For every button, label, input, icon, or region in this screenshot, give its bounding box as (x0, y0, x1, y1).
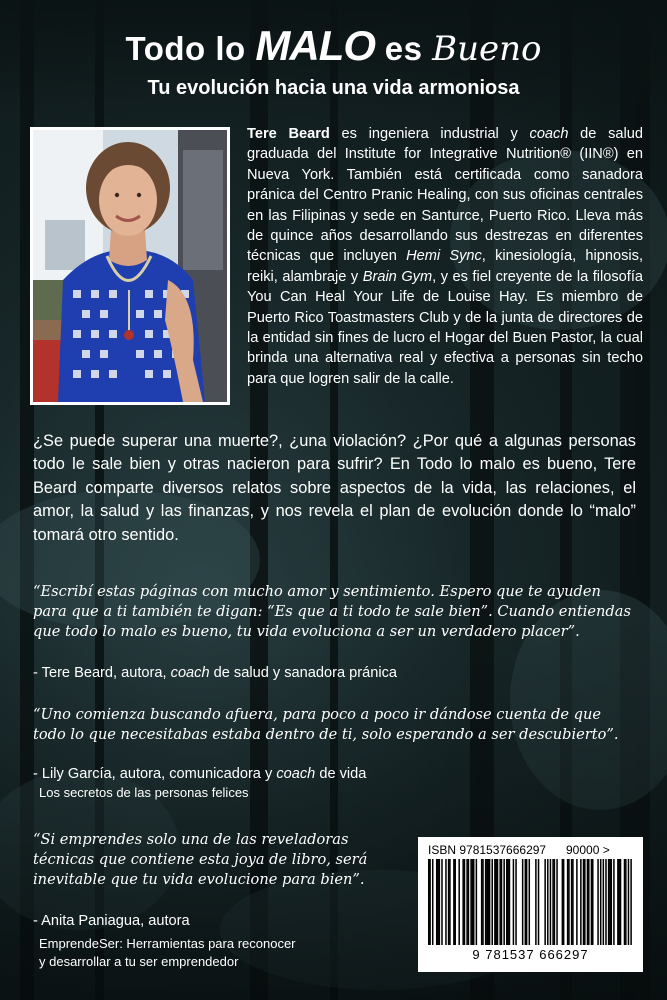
quote-lily-garcia: “Uno comienza buscando afuera, para poco a poco ir dándose cuenta de que todo lo que necesitabas estaba dentro de ti, solo esperando a ser descubierto”. (33, 706, 619, 743)
attribution-text: - Tere Beard, autora, (33, 665, 171, 681)
bio-text-3: , kinesiología, hipnosis, reiki, alambraje y (247, 248, 644, 285)
quote-attribution: - Anita Paniagua, autora (33, 913, 190, 929)
title-part-malo: MALO (255, 22, 376, 69)
bio-text-2: de salud graduada del Institute for Integrative Nutrition® (IIN®) en Nueva York. También está certificada como sanadora pránica del Centro Pranic Healing, con sus oficinas centrales en las Filipinas y sede en Santurce, Puerto Rico. Lleva más de quince años desarrollando sus destrezas en diferentes técnicas que incluyen (247, 126, 643, 265)
isbn-barcode (418, 837, 643, 972)
title-part-es: es (375, 30, 433, 67)
attribution-text-end: de salud y sanadora pránica (209, 665, 398, 681)
bio-hemi-sync: Hemi Sync (406, 248, 482, 265)
quote-attribution (33, 764, 366, 784)
bio-brain-gym: Brain Gym (362, 268, 433, 285)
bio-coach: coach (529, 126, 569, 142)
price-code: 90000 > (566, 843, 610, 857)
author-photo (30, 127, 230, 405)
book-title (0, 22, 667, 70)
attribution-text: - Lily García, autora, comunicadora y (33, 766, 277, 782)
author-bio (247, 124, 643, 389)
book-subtitle: Tu evolución hacia una vida armoniosa (147, 77, 520, 99)
author-name: Tere Beard (247, 126, 330, 142)
attribution-coach: coach (276, 766, 316, 782)
bio-text-4: , y es fiel creyente de la filosofía You Can Heal Your Life de Louise Hay. Es miembro de Puerto Rico Toastmasters Club y de la junta de directores de la entidad sin fines de lucro el Hogar del Buen Pastor, la cual brinda una alternativa real y efectiva a personas sin techo para que logren salir de la calle. (247, 268, 643, 387)
quote-tere-beard: “Escribí estas páginas con mucho amor y sentimiento. Espero que te ayuden para que a ti también te digan: “Es que a ti todo te sale bien”. Cuando entiendas que todo lo malo es bueno, tu vida evoluciona a ser un verdadero placer”. (33, 583, 631, 640)
quote-anita-paniagua: “Si emprendes solo una de las reveladoras técnicas que contiene esta joya de libro, será inevitable que tu vida evolucione para bien”. (33, 831, 368, 888)
quote-attribution (33, 663, 397, 683)
book-description: ¿Se puede superar una muerte?, ¿una violación? ¿Por qué a algunas personas todo le sale bien y otras nacieron para sufrir? En Todo lo malo es bueno, Tere Beard comparte diversos relatos sobre aspectos de la vida, las relaciones, el amor, la salud y las finanzas, y nos revela el plan de evolución donde lo “malo” tomará otro sentido. (33, 432, 636, 544)
quote-book-title: Los secretos de las personas felices (39, 785, 249, 800)
attribution-coach: coach (170, 665, 210, 681)
quote-book-title-line-2: y desarrollar a tu ser emprendedor (39, 954, 239, 969)
barcode-digits: 9 781537 666297 (472, 947, 589, 962)
title-part-todo-lo: Todo lo (125, 30, 256, 67)
bio-text-1: es ingeniera industrial y (329, 126, 530, 142)
quote-book-title-line-1: EmprendeSer: Herramientas para reconocer (39, 936, 296, 951)
attribution-text-end: de vida (315, 766, 367, 782)
title-part-bueno: Bueno (432, 29, 542, 69)
barcode-bars (428, 859, 633, 945)
isbn-label: ISBN 9781537666297 (428, 843, 547, 857)
